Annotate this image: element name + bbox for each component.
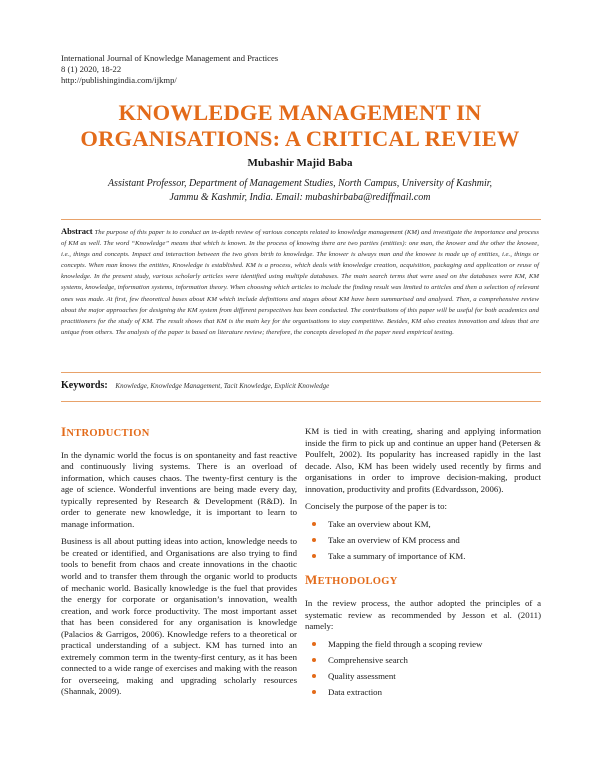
divider-bottom xyxy=(61,401,541,402)
methodology-steps xyxy=(305,639,541,699)
right-column xyxy=(305,426,541,706)
list-item: Comprehensive search xyxy=(305,655,541,667)
bullet-icon xyxy=(312,642,316,646)
list-item: Quality assessment xyxy=(305,671,541,683)
keywords-text: Knowledge, Knowledge Management, Tacit Knowledge, Explicit Knowledge xyxy=(115,382,330,390)
keywords-label: Keywords: xyxy=(61,380,108,391)
bullet-icon xyxy=(312,538,316,542)
list-item: Take an overview about KM, xyxy=(305,519,541,531)
methodology-paragraph: In the review process, the author adopted the principles of a systematic review as recommended by Jesson et al. (2011) namely: xyxy=(305,598,541,632)
left-column xyxy=(61,426,297,704)
author-affiliation xyxy=(70,177,530,205)
bullet-icon xyxy=(312,674,316,678)
title-line-1: KNOWLEDGE MANAGEMENT IN xyxy=(118,100,482,125)
right-paragraph-2: Concisely the purpose of the paper is to: xyxy=(305,501,447,512)
keywords xyxy=(61,380,329,391)
journal-volume: 8 (1) 2020, 18-22 xyxy=(61,64,122,75)
list-item: Take an overview of KM process and xyxy=(305,535,541,547)
right-paragraph-1: KM is tied in with creating, sharing and applying information inside the firm to pick up and continue an upper hand (Petersen & Poulfelt, 2002). Its popularity has increased rapidly in the last decade. Also, KM has been widely used recently by firms and organisations in order to improve decision-making, product innovation, productivity and profits (Edvardsson, 2006). xyxy=(305,426,541,494)
introduction-heading: INTRODUCTION xyxy=(61,424,150,439)
abstract-label: Abstract xyxy=(61,226,93,236)
list-item: Data extraction xyxy=(305,687,541,699)
abstract xyxy=(61,226,539,338)
abstract-text: The purpose of this paper is to conduct an in-depth review of various concepts related to knowledge management (KM) and investigate the importance and process of KM as well. The word “Knowledge” means that which is known. In the process of knowing there are two parties (entities): one man, the knower and the other the knowee, i.e., things and concepts. Impact and interaction between the two gives birth to knowledge. The knower is always man and the knowee is made up of entities, i.e., things or concepts. When man knows the entities, Knowledge is established. KM is a process, which deals with knowledge creation, acquisition, packaging and application or reuse of knowledge. In the present study, various scholarly articles were identified using multiple databases. The main search terms that were used on the databases were KM, KM systems, knowledge, information systems, information theory. When choosing which articles to include the finding result was limited to articles and then a selection of relevant ones was made. At first, few theoretical bases about KM which include definitions and stages about KM have been summarised and analysed. Then, a comprehensive review about the major approaches for designing the KM system from different perspectives has been conducted. The contributions of this paper will be useful for both academics and practitioners for the study of KM. The result shows that KM is the main key for the organisations to stay competitive. Besides, KM also creates innovation and ideas that are unique from others. The analysis of the paper is based on literature review; therefore, the concepts developed in the paper need empirical testing. xyxy=(61,229,539,336)
bullet-icon xyxy=(312,522,316,526)
paper-title xyxy=(60,100,540,152)
journal-name: International Journal of Knowledge Management and Practices xyxy=(61,53,279,63)
list-item: Mapping the field through a scoping review xyxy=(305,639,541,651)
methodology-heading: METHODOLOGY xyxy=(305,572,398,588)
title-line-2: ORGANISATIONS: A CRITICAL REVIEW xyxy=(80,126,520,151)
journal-header xyxy=(61,53,278,87)
journal-url[interactable]: http://publishingindia.com/ijkmp/ xyxy=(61,75,177,86)
bullet-icon xyxy=(312,690,316,694)
intro-paragraph-1: In the dynamic world the focus is on spontaneity and fast reactive and continuously living systems. There is an overload of information, which causes chaos. The twenty-first century is the age of science. Wonderful inventions are being made every day, typically represented by Research & Development (R&D). In order to generate new knowledge, it is important to learn to manage information. xyxy=(61,449,297,529)
divider-top xyxy=(61,219,541,220)
bullet-icon xyxy=(312,554,316,558)
bullet-icon xyxy=(312,658,316,662)
intro-paragraph-2: Business is all about putting ideas into action, knowledge needs to be created or identified, and Organisations are also trying to find tools to benefit from chaos and create innovations in the chaotic world and to transfer them through the organic world to products of mechanic world. Basically knowledge is the fuel that provides the energy for corporate or organisation’s innovation, wealth creation, and work force productivity. The most important asset that has been considered for any organisation is knowledge (Palacios & Garrigos, 2006). Knowledge refers to a theoretical or practical understanding of a subject. KM has turned into an extremely common term in the twenty-first century, as it has been connected to a wide range of exercises and making with the reason for overseeing, making and upgrading scholarly resources (Shannak, 2009). xyxy=(61,536,297,697)
affiliation-line-2: Jammu & Kashmir, India. Email: mubashirbaba@rediffmail.com xyxy=(169,192,431,203)
divider-middle xyxy=(61,372,541,373)
affiliation-line-1: Assistant Professor, Department of Management Studies, North Campus, University of Kashmir, xyxy=(107,178,493,189)
list-item: Take a summary of importance of KM. xyxy=(305,551,541,563)
purpose-list xyxy=(305,519,541,563)
author-name: Mubashir Majid Baba xyxy=(247,157,353,169)
